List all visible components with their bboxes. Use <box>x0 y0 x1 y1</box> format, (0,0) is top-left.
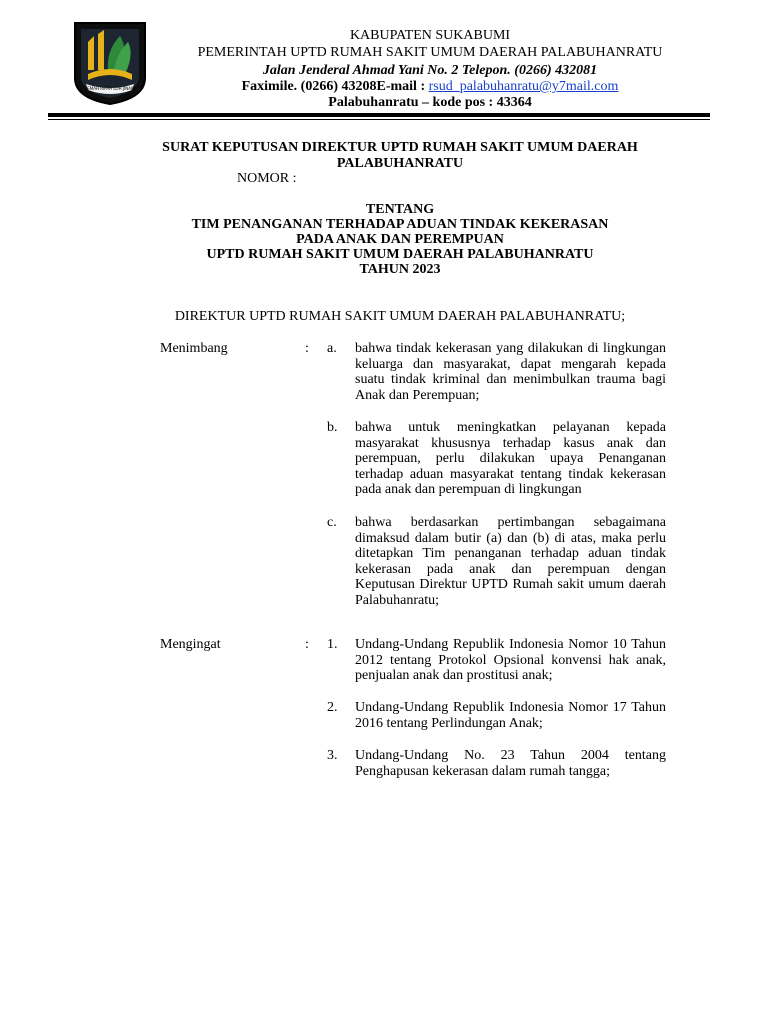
header-divider-thick <box>48 113 710 117</box>
list-marker: 3. <box>327 748 338 763</box>
subject-line2: PADA ANAK DAN PEREMPUAN <box>296 232 504 247</box>
svg-text:GEMAH RIPAH LOH JINAWI: GEMAH RIPAH LOH JINAWI <box>84 86 136 91</box>
list-item: Undang-Undang Republik Indonesia Nomor 17 Tahun 2016 tentang Perlindungan Anak; <box>355 700 666 731</box>
header-address: Jalan Jenderal Ahmad Yani No. 2 Telepon. (0266) 432081 <box>262 63 598 78</box>
subject-line3: UPTD RUMAH SAKIT UMUM DAERAH PALABUHANRATU <box>206 247 594 262</box>
list-marker: c. <box>327 515 337 530</box>
list-item: bahwa untuk meningkatkan pelayanan kepada masyarakat khususnya terhadap kasus anak dan perempuan, perlu dilakukan upaya Penanganan terhadap aduan masyarakat tentang tindak kekerasan pada anak dan perempuan di lingkungan <box>355 420 666 497</box>
mengingat-label: Mengingat <box>160 637 221 652</box>
kabupaten-sukabumi-logo <box>72 20 148 106</box>
decree-title-line1: SURAT KEPUTUSAN DIREKTUR UPTD RUMAH SAKIT UMUM DAERAH <box>162 140 638 155</box>
menimbang-label: Menimbang <box>160 341 228 356</box>
subject-heading: TENTANG <box>365 202 435 217</box>
list-item: Undang-Undang Republik Indonesia Nomor 10 Tahun 2012 tentang Protokol Opsional konvensi hak anak, penjualan anak dan prostitusi anak; <box>355 637 666 683</box>
mengingat-colon: : <box>305 637 309 652</box>
decree-number: NOMOR : <box>237 171 297 186</box>
decree-title-line2: PALABUHANRATU <box>336 156 464 171</box>
header-fax: Faximile. (0266) 43208E-mail : <box>241 79 429 94</box>
list-marker: b. <box>327 420 338 435</box>
header-regency: KABUPATEN SUKABUMI <box>349 28 511 43</box>
list-marker: 1. <box>327 637 338 652</box>
header-divider-thin <box>48 119 710 120</box>
subject-line4: TAHUN 2023 <box>359 262 441 277</box>
menimbang-colon: : <box>305 341 309 356</box>
header-postal: Palabuhanratu – kode pos : 43364 <box>328 95 532 110</box>
header-institution: PEMERINTAH UPTD RUMAH SAKIT UMUM DAERAH PALABUHANRATU <box>197 45 663 60</box>
director-heading: DIREKTUR UPTD RUMAH SAKIT UMUM DAERAH PALABUHANRATU; <box>174 309 626 324</box>
list-item: bahwa tindak kekerasan yang dilakukan di lingkungan keluarga dan masyarakat, dapat mengarah kepada suatu tindak kriminal dan menimbulkan trauma bagi Anak dan Perempuan; <box>355 341 666 403</box>
subject-line1: TIM PENANGANAN TERHADAP ADUAN TINDAK KEKERASAN <box>191 217 609 232</box>
list-item: Undang-Undang No. 23 Tahun 2004 tentang Penghapusan kekerasan dalam rumah tangga; <box>355 748 666 779</box>
header-contact <box>150 79 710 95</box>
list-item: bahwa berdasarkan pertimbangan sebagaimana dimaksud dalam butir (a) dan (b) di atas, maka perlu ditetapkan Tim penanganan terhadap aduan tindak kekerasan pada anak dan perempuan dengan Keputusan Direktur UPTD Rumah sakit umum daerah Palabuhanratu; <box>355 515 666 608</box>
email-link[interactable]: rsud_palabuhanratu@y7mail.com <box>428 79 619 94</box>
list-marker: a. <box>327 341 337 356</box>
list-marker: 2. <box>327 700 338 715</box>
